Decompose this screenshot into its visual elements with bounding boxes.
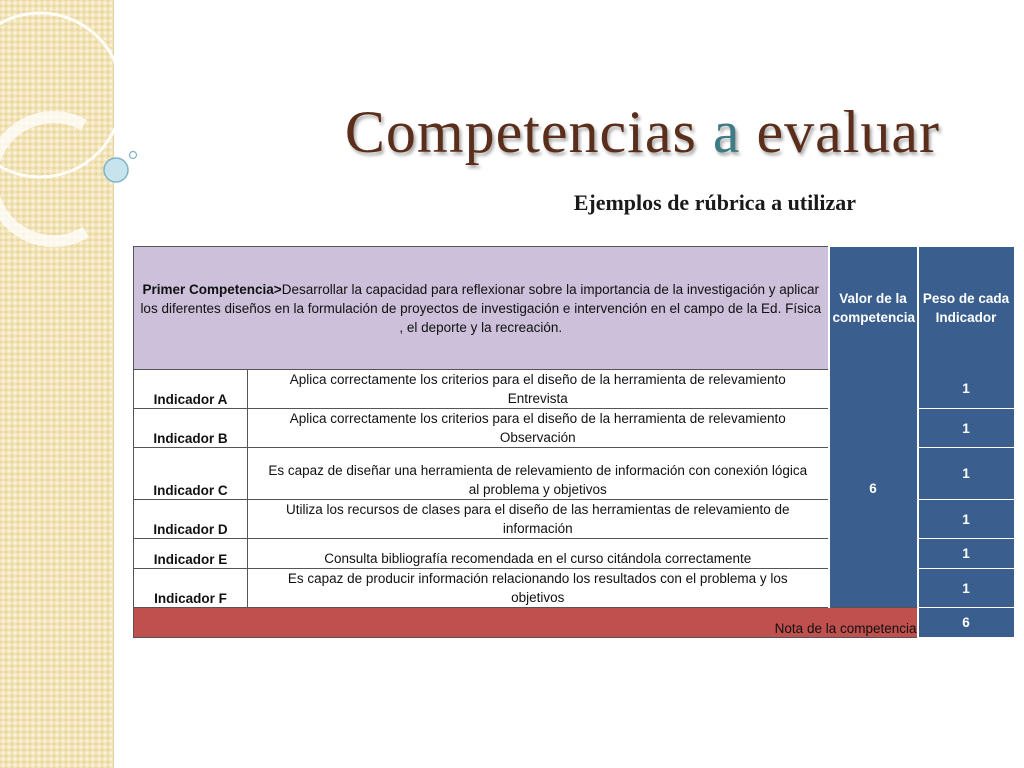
rubric-table [133,246,1014,638]
indicator-label: Indicador E [134,539,248,569]
indicator-description [248,409,829,448]
description-line-2: información [502,521,573,536]
indicator-weight: 1 [918,409,1014,448]
indicator-label: Indicador D [134,500,248,539]
total-value: 6 [918,608,1014,638]
description-line-1: Es capaz de diseñar una herramienta de relevamiento de información con conexión lógica [268,463,808,478]
indicator-description [248,569,829,608]
indicator-description [248,539,829,569]
description-line-2: Entrevista [507,391,568,406]
competence-description: Desarrollar la capacidad para reflexionar sobre la importancia de la investigación y aplicar los diferentes diseños en la formulación de proyectos de investigación e intervención en el campo de la Ed. Física , el deporte y la recreación. [140,281,822,335]
description-line-1: Utiliza los recursos de clases para el diseño de las herramientas de relevamiento de [286,502,790,517]
competence-value: 6 [829,370,918,608]
competence-label: Primer Competencia> [142,281,282,297]
slide-title [120,98,940,167]
decorative-side-panel [0,0,114,768]
indicator-weight: 1 [918,569,1014,608]
description-line-2: al problema y objetivos [468,482,607,497]
indicator-weight: 1 [918,448,1014,500]
title-part-2: evaluar [756,99,940,165]
description-line-1: Consulta bibliografía recomendada en el curso citándola correctamente [324,551,752,566]
valor-header: Valor de la competencia [829,247,918,370]
description-line-2: objetivos [511,590,565,605]
title-accent: a [712,99,741,165]
description-line-2: Observación [499,430,576,445]
indicator-description [248,448,829,500]
indicator-description [248,500,829,539]
slide-subtitle: Ejemplos de rúbrica a utilizar [573,190,856,215]
title-part-1: Competencias [344,99,697,165]
total-label: Nota de la competencia [134,608,918,638]
indicator-label: Indicador C [134,448,248,500]
table-row [134,370,1014,409]
competence-header [134,247,829,370]
description-line-1: Es capaz de producir información relacionando los resultados con el problema y los [287,571,788,586]
indicator-description [248,370,829,409]
indicator-label: Indicador B [134,409,248,448]
indicator-label: Indicador A [134,370,248,409]
indicator-weight: 1 [918,370,1014,409]
total-row [134,608,1014,638]
header-row [134,247,1014,370]
indicator-label: Indicador F [134,569,248,608]
description-line-1: Aplica correctamente los criterios para el diseño de la herramienta de relevamiento [289,372,786,387]
indicator-weight: 1 [918,539,1014,569]
indicator-weight: 1 [918,500,1014,539]
peso-header: Peso de cada Indicador [918,247,1014,370]
description-line-1: Aplica correctamente los criterios para el diseño de la herramienta de relevamiento [289,411,786,426]
